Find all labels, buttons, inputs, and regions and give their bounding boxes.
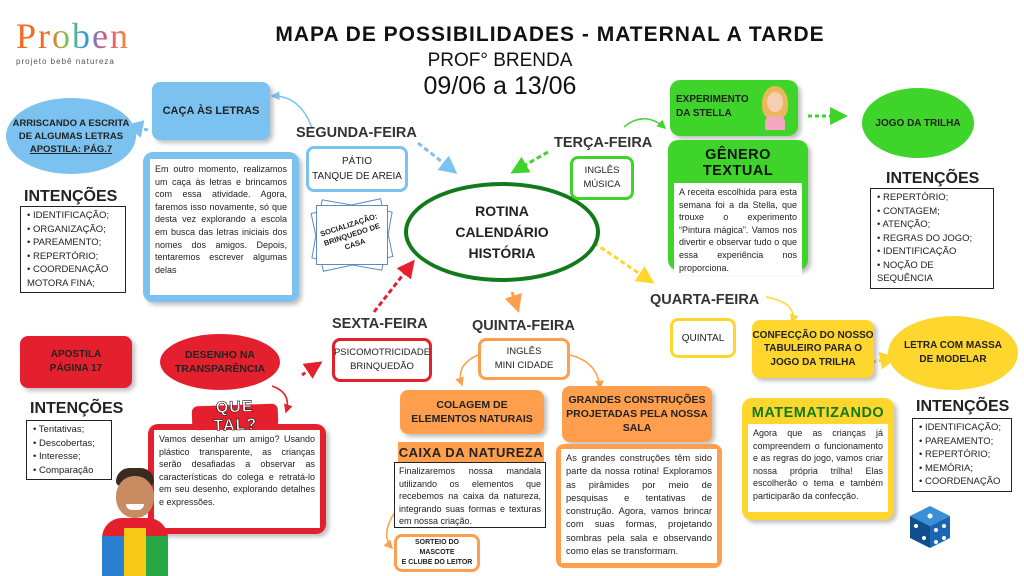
friday-apostila-box [20, 336, 132, 388]
list-item: • CONTAGEM; [877, 205, 989, 219]
math-title: MATEMATIZANDO [751, 405, 885, 421]
genre-title: GÊNERO TEXTUAL [702, 147, 774, 179]
friday-note [148, 424, 326, 534]
list-item: • IDENTIFICAÇÃO [877, 245, 989, 259]
friday-apostila-line2: PÁGINA 17 [49, 363, 103, 374]
nature-box-label: CAIXA DA NATUREZA [398, 444, 544, 460]
letter-hunt-box [152, 82, 270, 140]
constructions-box [562, 386, 712, 442]
transparency-line1: DESENHO NA [184, 349, 255, 361]
clay-letter-line1: LETRA COM MASSA [904, 340, 1002, 351]
board-game-label: JOGO DA TRILHA [875, 117, 961, 129]
wednesday-intentions-list [912, 418, 1012, 492]
collage-box [400, 390, 544, 434]
list-item: • PAREAMENTO; [919, 435, 1007, 449]
constructions-line1: GRANDES CONSTRUÇÕES [568, 394, 706, 406]
list-item: • IDENTIFICAÇÃO; [919, 421, 1007, 435]
writing-attempt-line1: ARRISCANDO A ESCRITA [12, 117, 130, 129]
list-item: • REPERTÓRIO; [27, 250, 121, 264]
list-item: • MEMÓRIA; [919, 462, 1007, 476]
dice-icon [904, 498, 956, 550]
what-if-title [192, 398, 279, 435]
nature-box-note: Finalizaremos nossa mandala utilizando os elementos que recebemos na caixa da natureza, integrando suas formas e texturas em nossa criação. [394, 462, 546, 528]
tuesday-places [570, 156, 634, 200]
list-item: • PAREAMENTO; [27, 236, 121, 250]
clay-letter-line2: DE MODELAR [919, 354, 987, 365]
constructions-note [556, 444, 722, 568]
tuesday-intentions-list [870, 188, 994, 289]
clay-letter-ellipse [888, 316, 1018, 390]
list-item: • REGRAS DO JOGO; [877, 232, 989, 246]
experiment-box [670, 80, 798, 136]
monday-note [143, 152, 299, 302]
writing-attempt-line2: DE ALGUMAS LETRAS [18, 130, 124, 142]
teacher-name: PROF° BRENDA [427, 50, 573, 71]
board-making-line3: JOGO DA TRILHA [770, 356, 856, 368]
child-photo-boy [96, 466, 174, 576]
friday-place-playground: BRINQUEDÃO [350, 361, 414, 372]
board-making-line2: TABULEIRO PARA O [763, 343, 863, 355]
board-making-line1: CONFECÇÃO DO NOSSO [752, 329, 874, 341]
list-item: • Interesse; [33, 450, 107, 464]
monday-note-text: Em outro momento, realizamos um caça às letras e brincamos com essa atividade. Agora, faremos isso novamente, só que desta vez explorando a escola em busca das letras iniciais dos nomes dos amigos. Depois, tentaremos escrever algumas delas [150, 159, 292, 295]
friday-places [332, 338, 432, 382]
constructions-note-text: As grandes construções têm sido parte da nossa rotina! Exploramos as pirâmides por meio de pesquisas e tentativas de construção. Agora, vamos brincar com suas formas, projetando sombras pela sala e observando como elas se transformam. [561, 449, 717, 563]
child-photo-girl [758, 84, 792, 132]
transparency-line2: TRANSPARÊNCIA [174, 363, 266, 375]
center-line-calendar: CALENDÁRIO [455, 223, 549, 240]
collage-line2: ELEMENTOS NATURAIS [411, 413, 533, 425]
list-item: • Descobertas; [33, 437, 107, 451]
thursday-places [478, 338, 570, 380]
list-item: • ATENÇÃO; [877, 218, 989, 232]
friday-note-text: Vamos desenhar um amigo? Usando plástico transparente, as crianças serão desafiadas a observar as características do colega e retratá-lo em seu desenho, explorando detalhes e expressões. [154, 430, 320, 528]
page-title: MAPA DE POSSIBILIDADES - MATERNAL A TARDE [275, 23, 825, 46]
friday-place-psychomotricity: PSICOMOTRICIDADE [333, 347, 431, 358]
what-if-label: QUE TAL? [213, 398, 258, 435]
tuesday-note [668, 140, 808, 273]
transparency-drawing-ellipse [160, 334, 280, 390]
friday-intentions-title: INTENÇÕES [30, 400, 124, 417]
letter-hunt-label: CAÇA ÀS LETRAS [162, 105, 260, 117]
list-item: • IDENTIFICAÇÃO; [27, 209, 121, 223]
monday-intentions-title: INTENÇÕES [24, 188, 118, 205]
mascot-line1: SORTEIO DO [415, 539, 459, 546]
day-label-tuesday: TERÇA-FEIRA [554, 135, 653, 151]
list-item: • COORDENAÇÃO [919, 475, 1007, 489]
socialization-label: SOCIALIZAÇÃO: BRINQUEDO DE CASA [319, 211, 381, 252]
nature-box-title [398, 442, 544, 462]
thursday-place-mini-city: MINI CIDADE [494, 360, 554, 371]
monday-places [306, 146, 408, 192]
logo-tagline: projeto bebê natureza [16, 57, 115, 66]
tuesday-intentions-title: INTENÇÕES [886, 170, 980, 187]
thursday-place-english: INGLÊS [506, 346, 542, 357]
experiment-line2: DA STELLA [676, 108, 732, 119]
mascot-line3: E CLUBE DO LEITOR [401, 559, 473, 566]
center-line-routine: ROTINA [475, 202, 529, 219]
logo [16, 18, 136, 70]
mascot-line2: MASCOTE [419, 549, 455, 556]
logo-brand: Proben [16, 18, 136, 54]
wednesday-note-text: Agora que as crianças já compreendem o funcionamento e as regras do jogo, vamos criar nossa própria trilha! Elas escolherão o tema e também participarão da confecção. [748, 424, 888, 512]
constructions-line3: SALA [622, 422, 652, 434]
list-item: • REPERTÓRIO; [877, 191, 989, 205]
board-making-box [752, 320, 874, 378]
list-item: • Tentativas; [33, 423, 107, 437]
wednesday-intentions-title: INTENÇÕES [916, 398, 1010, 415]
friday-apostila-line1: APOSTILA [50, 349, 102, 360]
list-item: • ORGANIZAÇÃO; [27, 223, 121, 237]
wednesday-place [670, 318, 736, 358]
monday-place-sandbox: TANQUE DE AREIA [312, 171, 402, 182]
monday-place-patio: PÁTIO [341, 156, 372, 167]
list-item: • Comparação [33, 464, 107, 478]
list-item: • REPERTÓRIO; [919, 448, 1007, 462]
day-label-wednesday: QUARTA-FEIRA [650, 292, 760, 308]
tuesday-place-music: MÚSICA [583, 179, 621, 190]
center-routine [404, 182, 600, 282]
tuesday-note-text: A receita escolhida para esta semana foi a da Stella, que trouxe o experimento “Pintura mágica”. Vamos nos divertir e observar tudo o que essa experiência nos proporciona. [674, 183, 802, 275]
wednesday-note [742, 398, 894, 520]
socialization-stack [312, 203, 392, 267]
list-item: • NOÇÃO DE SEQUÊNCIA [877, 259, 989, 286]
center-line-story: HISTÓRIA [468, 244, 536, 261]
writing-attempt-ellipse [6, 98, 136, 174]
day-label-monday: SEGUNDA-FEIRA [296, 125, 417, 141]
week-dates: 09/06 a 13/06 [423, 71, 577, 100]
tuesday-place-english: INGLÊS [584, 165, 620, 176]
constructions-line2: PROJETADAS PELA NOSSA [566, 408, 708, 420]
experiment-line1: EXPERIMENTO [676, 94, 749, 105]
day-label-friday: SEXTA-FEIRA [332, 316, 428, 332]
board-game-ellipse [862, 88, 974, 158]
wednesday-place-yard: QUINTAL [681, 332, 725, 344]
monday-intentions-list [20, 206, 126, 293]
mascot-box [394, 534, 480, 572]
day-label-thursday: QUINTA-FEIRA [472, 318, 575, 334]
collage-line1: COLAGEM DE [436, 399, 508, 411]
list-item: • COORDENAÇÃO MOTORA FINA; [27, 263, 121, 290]
writing-apostila: APOSTILA: PÁG.7 [29, 143, 113, 155]
